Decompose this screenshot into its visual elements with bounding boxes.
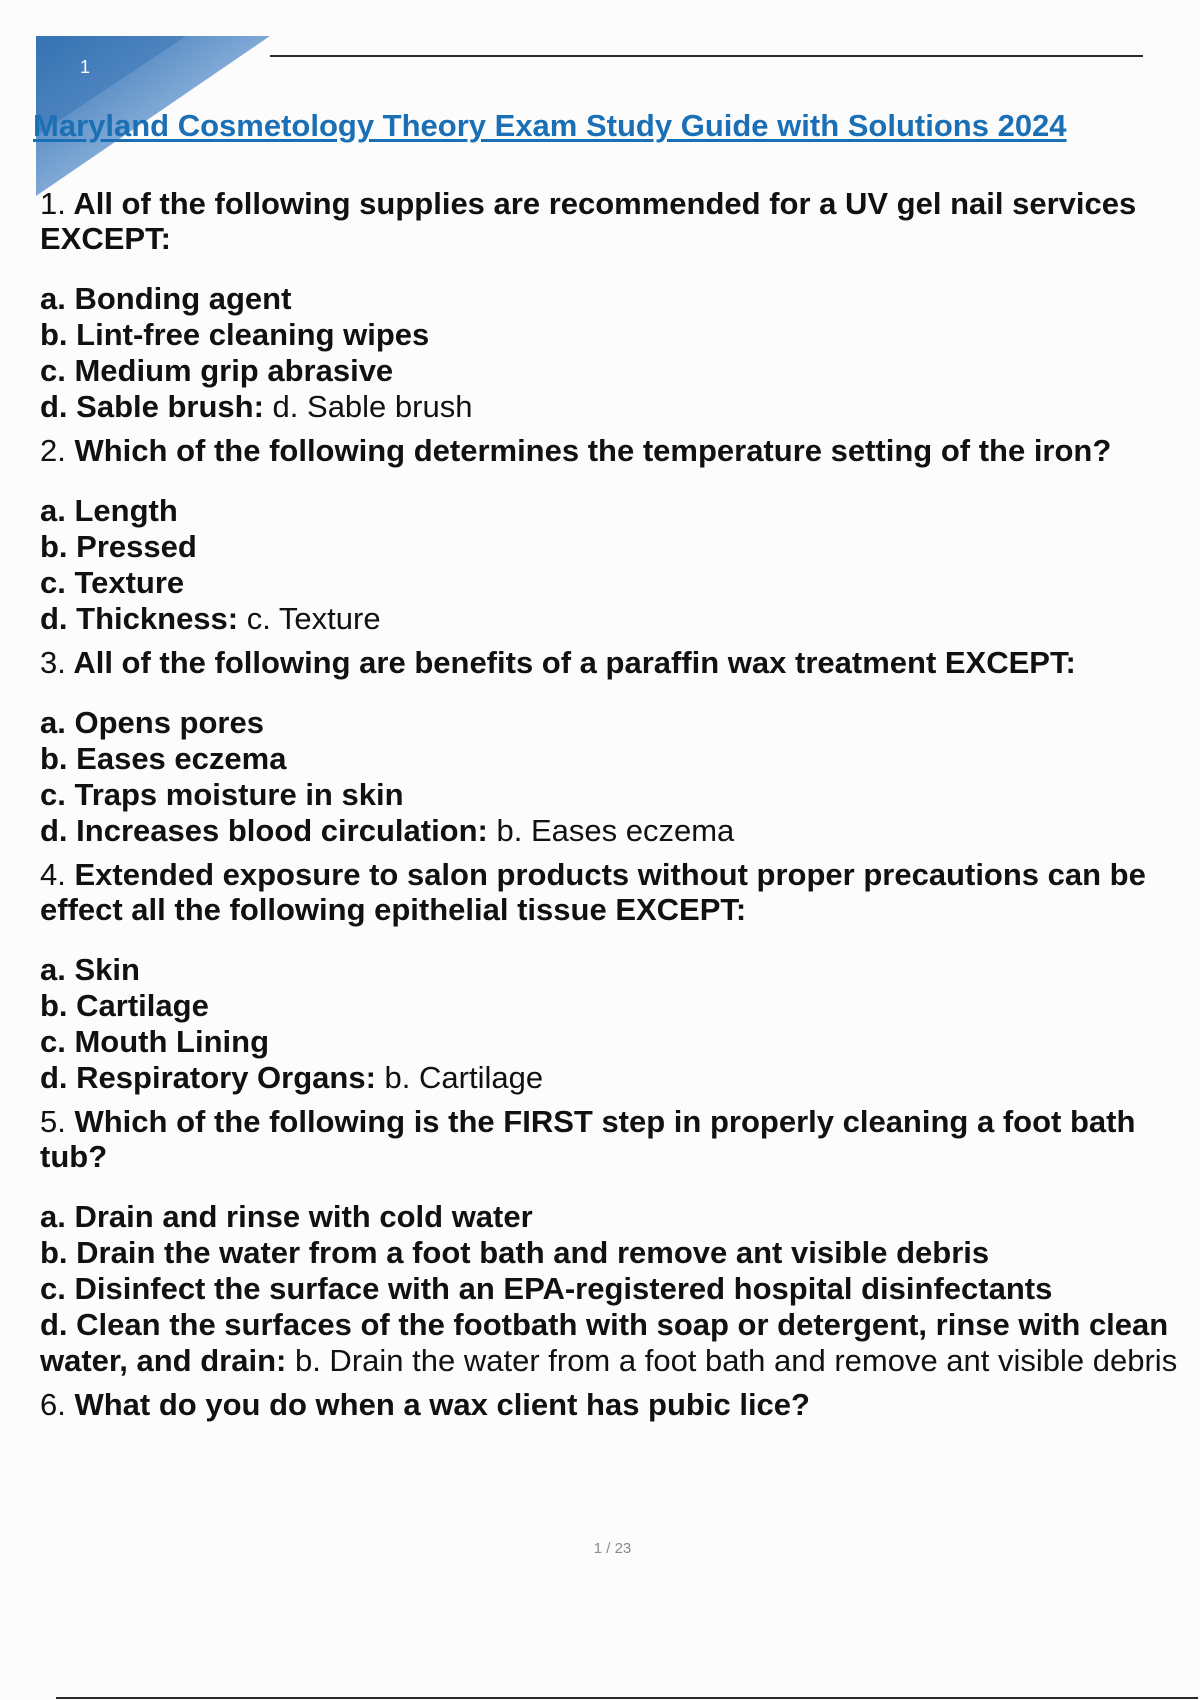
- footer-rule: [56, 1697, 1198, 1699]
- question-text: [40, 645, 1190, 680]
- answer-text: b. Drain the water from a foot bath and remove ant visible debris: [294, 1343, 1178, 1378]
- question-number: 4.: [40, 857, 66, 892]
- option-label: d. Sable brush:: [40, 389, 264, 424]
- question-number: 3.: [40, 645, 66, 680]
- option-item: a. Length: [40, 493, 178, 528]
- option-item: b. Lint-free cleaning wipes: [40, 317, 430, 352]
- question-list: [40, 186, 1190, 1430]
- option-item: b. Eases eczema: [40, 741, 287, 776]
- option-item: a. Bonding agent: [40, 281, 292, 316]
- question-block: [40, 645, 1190, 849]
- question-number: 5.: [40, 1104, 66, 1139]
- option-label: d. Clean the surfaces of the footbath with soap or detergent, rinse with clean water, and drain:: [40, 1307, 1169, 1378]
- option-item-with-answer: [40, 813, 1190, 849]
- option-label: d. Respiratory Organs:: [40, 1060, 376, 1095]
- option-item: a. Skin: [40, 952, 140, 987]
- question-prompt: Extended exposure to salon products without proper precautions can be effect all the following epithelial tissue EXCEPT:: [40, 857, 1146, 927]
- question-number: 2.: [40, 433, 66, 468]
- option-item: c. Disinfect the surface with an EPA-registered hospital disinfectants: [40, 1271, 1053, 1306]
- header-rule: [270, 55, 1143, 57]
- answer-text: b. Eases eczema: [496, 813, 735, 848]
- question-block: [40, 857, 1190, 1096]
- question-prompt: What do you do when a wax client has pubic lice?: [74, 1387, 810, 1422]
- options-list: [40, 705, 1190, 849]
- option-item-with-answer: [40, 389, 1190, 425]
- page-number: 1: [80, 57, 91, 77]
- option-item: b. Pressed: [40, 529, 197, 564]
- question-block: [40, 1387, 1190, 1422]
- document-title[interactable]: Maryland Cosmetology Theory Exam Study Guide with Solutions 2024: [33, 108, 1067, 143]
- option-item: c. Mouth Lining: [40, 1024, 270, 1059]
- answer-text: d. Sable brush: [272, 389, 473, 424]
- question-text: [40, 1387, 1190, 1422]
- question-prompt: All of the following are benefits of a paraffin wax treatment EXCEPT:: [73, 645, 1076, 680]
- options-list: [40, 493, 1190, 637]
- options-list: [40, 1199, 1190, 1379]
- page-indicator: 1 / 23: [593, 1540, 632, 1557]
- option-item-with-answer: [40, 1307, 1190, 1379]
- answer-text: b. Cartilage: [384, 1060, 544, 1095]
- question-prompt: Which of the following is the FIRST step in properly cleaning a foot bath tub?: [40, 1104, 1136, 1174]
- options-list: [40, 952, 1190, 1096]
- option-item: b. Cartilage: [40, 988, 209, 1023]
- option-item: b. Drain the water from a foot bath and remove ant visible debris: [40, 1235, 990, 1270]
- option-item-with-answer: [40, 1060, 1190, 1096]
- question-text: [40, 857, 1190, 927]
- question-text: [40, 433, 1190, 468]
- option-item-with-answer: [40, 601, 1190, 637]
- option-item: c. Medium grip abrasive: [40, 353, 394, 388]
- question-number: 1.: [40, 186, 66, 221]
- question-prompt: All of the following supplies are recommended for a UV gel nail services EXCEPT:: [40, 186, 1137, 256]
- option-item: a. Drain and rinse with cold water: [40, 1199, 533, 1234]
- question-text: [40, 1104, 1190, 1174]
- option-item: c. Traps moisture in skin: [40, 777, 404, 812]
- question-prompt: Which of the following determines the temperature setting of the iron?: [74, 433, 1112, 468]
- option-item: c. Texture: [40, 565, 185, 600]
- question-block: [40, 1104, 1190, 1379]
- question-text: [40, 186, 1190, 256]
- question-number: 6.: [40, 1387, 66, 1422]
- question-block: [40, 433, 1190, 637]
- option-label: d. Increases blood circulation:: [40, 813, 488, 848]
- question-block: [40, 186, 1190, 425]
- option-label: d. Thickness:: [40, 601, 239, 636]
- option-item: a. Opens pores: [40, 705, 264, 740]
- answer-text: c. Texture: [246, 601, 381, 636]
- options-list: [40, 281, 1190, 425]
